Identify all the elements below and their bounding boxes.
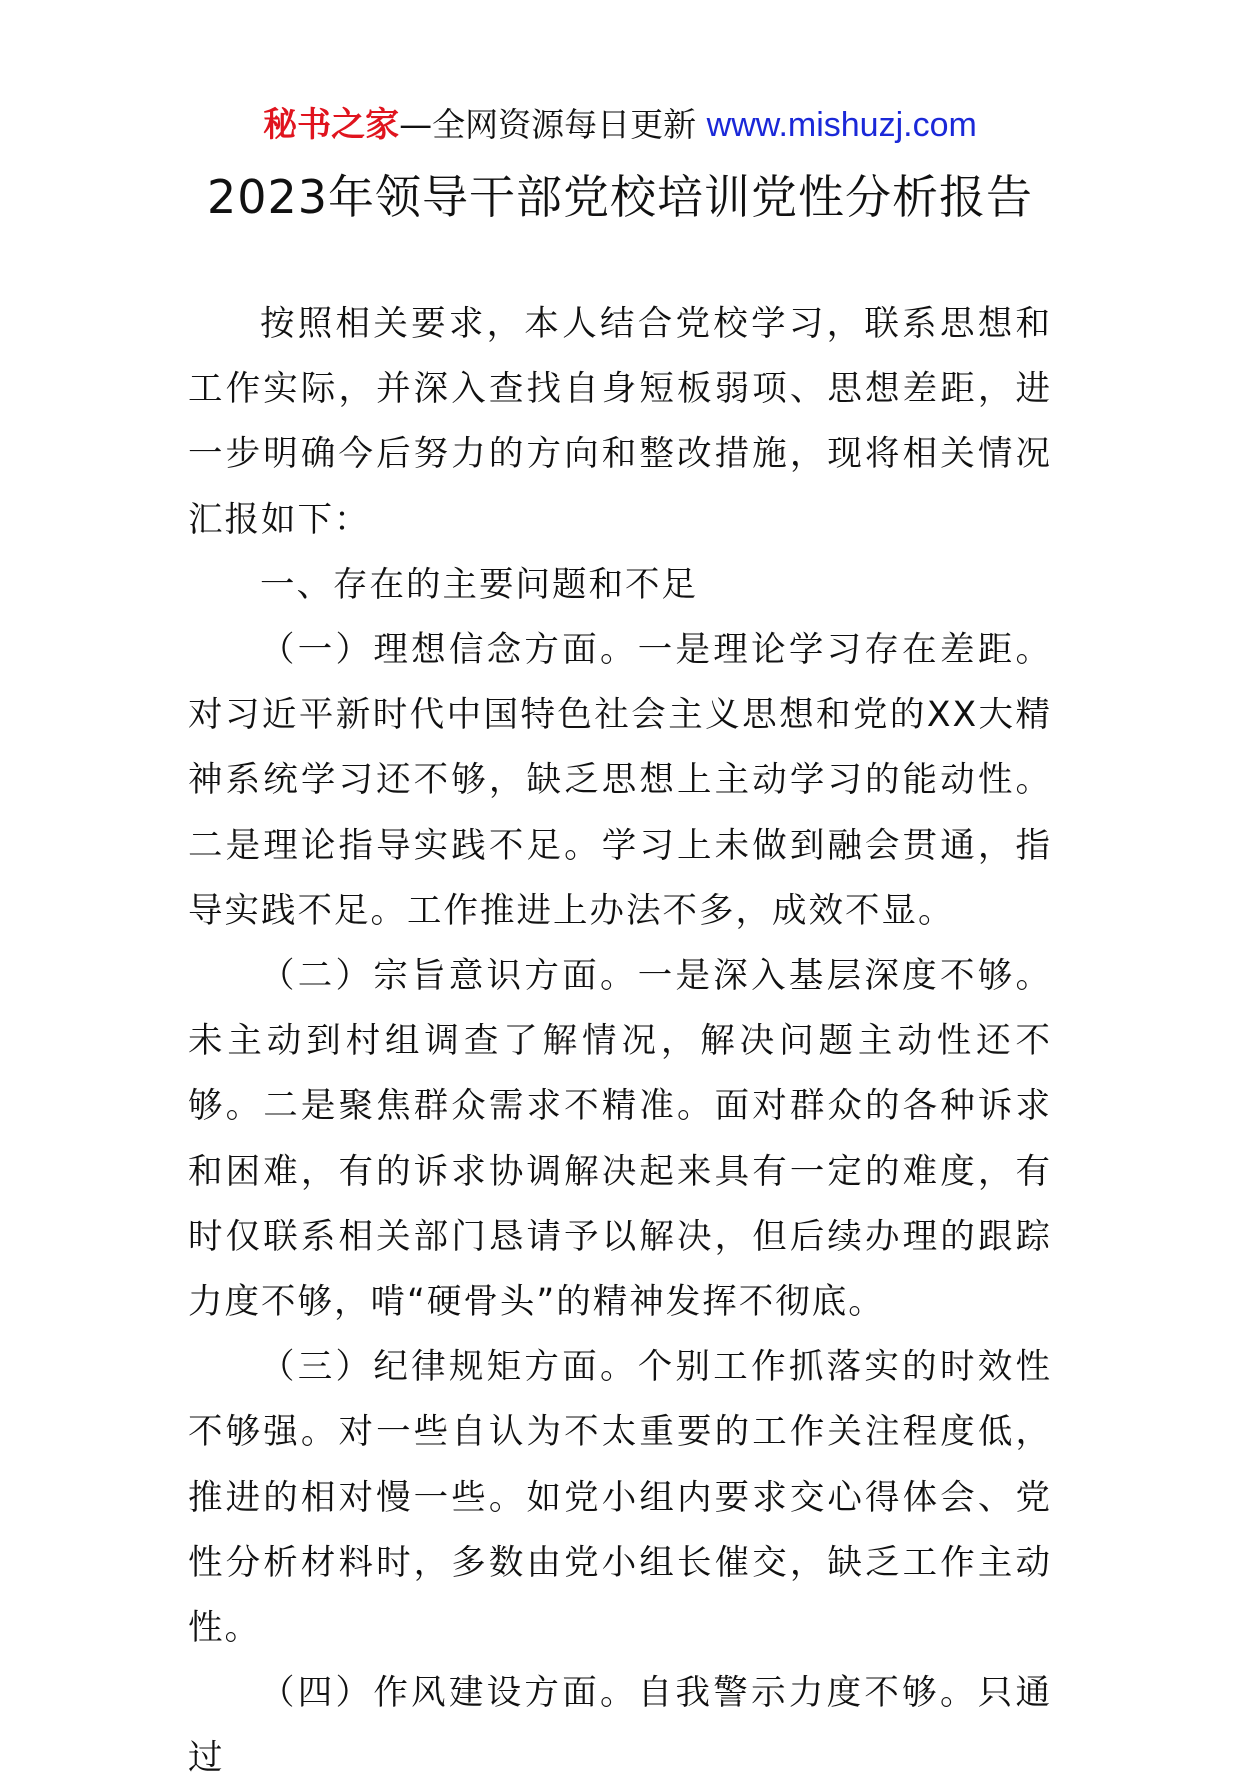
intro-paragraph: 按照相关要求，本人结合党校学习，联系思想和工作实际，并深入查找自身短板弱项、思想差距，进一步明确今后努力的方向和整改措施，现将相关情况汇报如下： xyxy=(188,304,1052,540)
paragraph-style: （四）作风建设方面。自我警示力度不够。只通过 xyxy=(188,1673,1052,1779)
document-body xyxy=(188,292,1052,1792)
paragraph-purpose: （二）宗旨意识方面。一是深入基层深度不够。未主动到村组调查了解情况，解决问题主动性还不够。二是聚焦群众需求不精准。面对群众的各种诉求和困难，有的诉求协调解决起来具有一定的难度，有时仅联系相关部门恳请予以解决，但后续办理的跟踪力度不够，啃“硬骨头”的精神发挥不彻底。 xyxy=(188,956,1052,1323)
paragraph-ideals: （一）理想信念方面。一是理论学习存在差距。对习近平新时代中国特色社会主义思想和党的XX大精神系统学习还不够，缺乏思想上主动学习的能动性。二是理论指导实践不足。学习上未做到融会贯通，指导实践不足。工作推进上办法不多，成效不显。 xyxy=(188,630,1052,931)
site-url-link[interactable]: www.mishuzj.com xyxy=(706,106,977,144)
section-heading: 一、存在的主要问题和不足 xyxy=(260,564,698,605)
site-slogan: —全网资源每日更新 xyxy=(399,105,697,144)
site-brand: 秘书之家 xyxy=(263,105,400,145)
site-banner xyxy=(0,100,1240,150)
document-title: 2023年领导干部党校培训党性分析报告 xyxy=(206,170,1034,224)
paragraph-discipline: （三）纪律规矩方面。个别工作抓落实的时效性不够强。对一些自认为不太重要的工作关注程度低，推进的相对慢一些。如党小组内要求交心得体会、党性分析材料时，多数由党小组长催交，缺乏工作主动性。 xyxy=(188,1347,1052,1649)
